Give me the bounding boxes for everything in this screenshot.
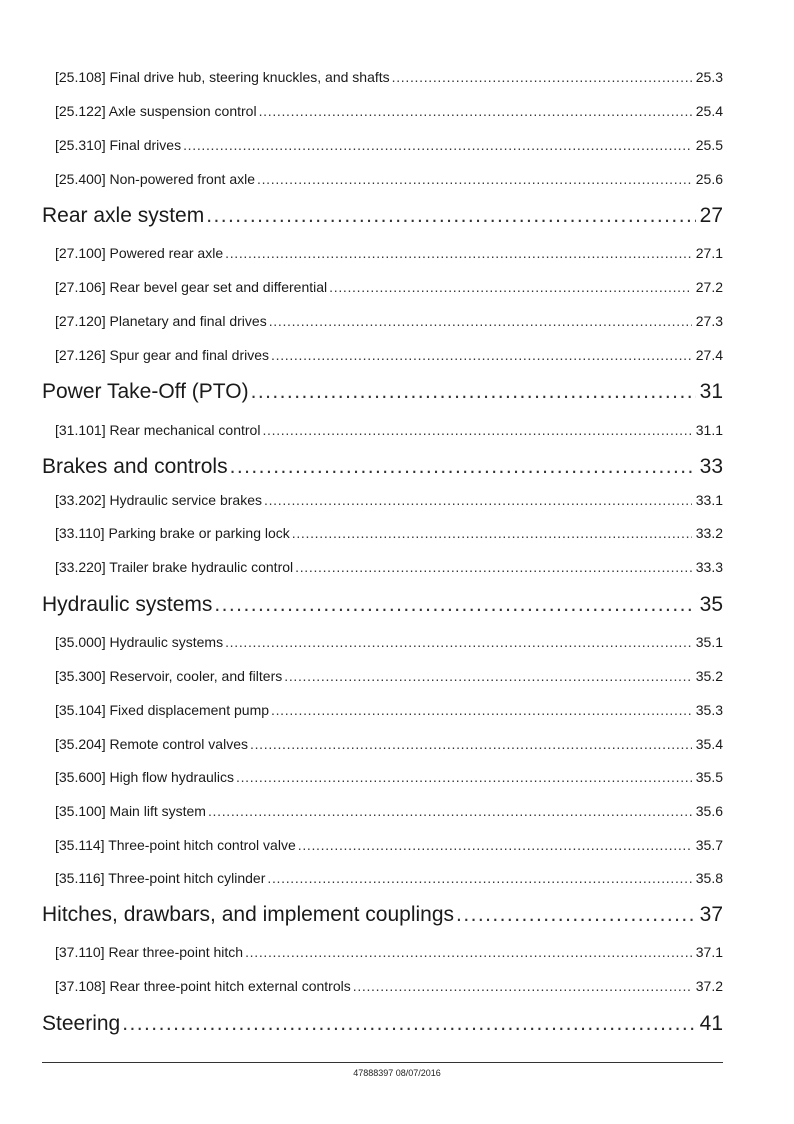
- toc-section-page: 41: [699, 1012, 723, 1035]
- dot-leader: [267, 870, 691, 886]
- toc-section-title: Brakes and controls: [42, 455, 228, 478]
- toc-entry-page: 27.1: [695, 245, 723, 261]
- dot-leader: [214, 593, 695, 617]
- toc-section-title: Hydraulic systems: [42, 593, 213, 616]
- toc-entry-title: [35.300] Reservoir, cooler, and filters: [55, 668, 283, 684]
- toc-entry-page: 35.7: [695, 837, 723, 853]
- toc-entry[interactable]: [55, 702, 723, 722]
- toc-entry-title: [25.122] Axle suspension control: [55, 103, 257, 119]
- dot-leader: [271, 347, 692, 363]
- toc-entry-page: 33.1: [695, 492, 723, 508]
- dot-leader: [298, 837, 692, 853]
- dot-leader: [236, 769, 692, 785]
- toc-entry-title: [33.110] Parking brake or parking lock: [55, 525, 290, 541]
- dot-leader: [295, 559, 692, 575]
- toc-entry-title: [27.120] Planetary and final drives: [55, 313, 267, 329]
- toc-entry[interactable]: [55, 736, 723, 756]
- toc-entry-page: 31.1: [695, 422, 723, 438]
- dot-leader: [230, 455, 696, 479]
- toc-entry-page: 37.1: [695, 944, 723, 960]
- dot-leader: [269, 313, 692, 329]
- toc-section[interactable]: [42, 1012, 723, 1040]
- toc-section-page: 31: [699, 380, 723, 403]
- toc-entry[interactable]: [55, 525, 723, 545]
- dot-leader: [329, 279, 692, 295]
- dot-leader: [208, 803, 692, 819]
- toc-entry-title: [25.310] Final drives: [55, 137, 182, 153]
- toc-entry-page: 35.8: [695, 870, 723, 886]
- dot-leader: [262, 422, 691, 438]
- toc-entry-title: [25.108] Final drive hub, steering knuckles, and shafts: [55, 69, 390, 85]
- toc-entry-title: [37.110] Rear three-point hitch: [55, 944, 244, 960]
- toc-entry[interactable]: [55, 559, 723, 579]
- toc-entry-page: 25.6: [695, 171, 723, 187]
- dot-leader: [259, 103, 692, 119]
- toc-entry-page: 35.4: [695, 736, 723, 752]
- toc-entry[interactable]: [55, 634, 723, 654]
- dot-leader: [292, 525, 692, 541]
- dot-leader: [392, 69, 692, 85]
- toc-section-title: Hitches, drawbars, and implement couplings: [42, 903, 455, 926]
- toc-entry-title: [25.400] Non-powered front axle: [55, 171, 256, 187]
- toc-entry-page: 27.4: [695, 347, 723, 363]
- toc-entry-page: 33.2: [695, 525, 723, 541]
- toc-entry-page: 27.2: [695, 279, 723, 295]
- toc-section[interactable]: [42, 593, 723, 621]
- dot-leader: [353, 978, 692, 994]
- footer-divider: [42, 1062, 723, 1063]
- dot-leader: [183, 137, 692, 153]
- toc-entry-title: [33.220] Trailer brake hydraulic control: [55, 559, 294, 575]
- toc-entry-title: [31.101] Rear mechanical control: [55, 422, 261, 438]
- toc-entry-page: 35.2: [695, 668, 723, 684]
- toc-entry[interactable]: [55, 837, 723, 857]
- toc-entry-title: [33.202] Hydraulic service brakes: [55, 492, 262, 508]
- toc-entry-title: [35.600] High flow hydraulics: [55, 769, 234, 785]
- toc-section-page: 35: [699, 593, 723, 616]
- toc-entry-page: 25.3: [695, 69, 723, 85]
- toc-entry[interactable]: [55, 803, 723, 823]
- dot-leader: [225, 634, 692, 650]
- toc-entry-page: 35.3: [695, 702, 723, 718]
- toc-entry[interactable]: [55, 769, 723, 789]
- toc-section-page: 37: [699, 903, 723, 926]
- toc-entry-page: 25.5: [695, 137, 723, 153]
- dot-leader: [251, 380, 696, 404]
- toc-entry-title: [35.204] Remote control valves: [55, 736, 248, 752]
- toc-entry[interactable]: [55, 978, 723, 998]
- toc-entry[interactable]: [55, 492, 723, 512]
- toc-entry-page: 35.5: [695, 769, 723, 785]
- toc-section-page: 33: [699, 455, 723, 478]
- toc-entry-page: 25.4: [695, 103, 723, 119]
- dot-leader: [206, 204, 695, 228]
- footer-doc-id: 47888397 08/07/2016: [353, 1068, 441, 1078]
- dot-leader: [284, 668, 692, 684]
- toc-entry[interactable]: [55, 69, 723, 89]
- toc-entry[interactable]: [55, 171, 723, 191]
- dot-leader: [245, 944, 692, 960]
- dot-leader: [122, 1012, 695, 1036]
- toc-entry-title: [35.100] Main lift system: [55, 803, 206, 819]
- toc-entry[interactable]: [55, 668, 723, 688]
- toc-section-title: Rear axle system: [42, 204, 205, 227]
- toc-section[interactable]: [42, 380, 723, 408]
- toc-entry[interactable]: [55, 279, 723, 299]
- toc-entry-title: [35.104] Fixed displacement pump: [55, 702, 270, 718]
- toc-entry[interactable]: [55, 245, 723, 265]
- toc-entry-page: 33.3: [695, 559, 723, 575]
- toc-entry-page: 27.3: [695, 313, 723, 329]
- toc-entry[interactable]: [55, 870, 723, 890]
- dot-leader: [271, 702, 692, 718]
- toc-entry[interactable]: [55, 347, 723, 367]
- toc-section[interactable]: [42, 455, 723, 483]
- dot-leader: [264, 492, 692, 508]
- toc-entry-title: [27.100] Powered rear axle: [55, 245, 224, 261]
- toc-entry[interactable]: [55, 422, 723, 442]
- toc-entry-title: [37.108] Rear three-point hitch external controls: [55, 978, 351, 994]
- toc-section-title: Steering: [42, 1012, 121, 1035]
- toc-entry-page: 37.2: [695, 978, 723, 994]
- toc-entry[interactable]: [55, 103, 723, 123]
- toc-entry-title: [35.000] Hydraulic systems: [55, 634, 224, 650]
- toc-entry[interactable]: [55, 137, 723, 157]
- toc-entry-page: 35.1: [695, 634, 723, 650]
- toc-entry-title: [27.126] Spur gear and final drives: [55, 347, 270, 363]
- dot-leader: [250, 736, 692, 752]
- dot-leader: [257, 171, 692, 187]
- toc-section[interactable]: [42, 204, 723, 232]
- toc-section-page: 27: [699, 204, 723, 227]
- toc-entry[interactable]: [55, 313, 723, 333]
- toc-section[interactable]: [42, 903, 723, 931]
- toc-entry-title: [35.116] Three-point hitch cylinder: [55, 870, 266, 886]
- toc-entry-title: [27.106] Rear bevel gear set and differential: [55, 279, 328, 295]
- toc-entry-page: 35.6: [695, 803, 723, 819]
- toc-entry-title: [35.114] Three-point hitch control valve: [55, 837, 296, 853]
- dot-leader: [225, 245, 692, 261]
- toc-entry[interactable]: [55, 944, 723, 964]
- toc-section-title: Power Take-Off (PTO): [42, 380, 249, 403]
- dot-leader: [456, 903, 696, 927]
